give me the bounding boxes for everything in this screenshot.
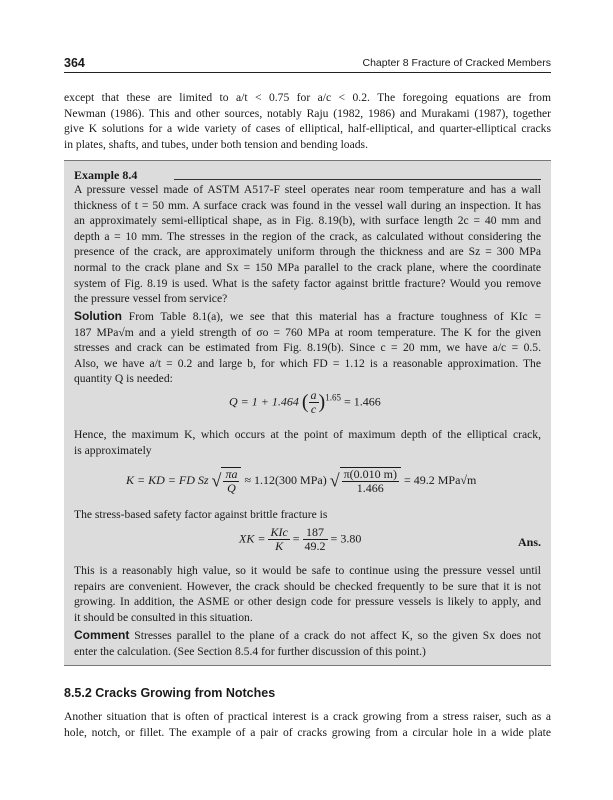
hence-line: Hence, the maximum K, which occurs at the point of maximum depth of the elliptical crack,: [74, 428, 541, 441]
section-heading: 8.5.2 Cracks Growing from Notches: [64, 686, 276, 700]
problem-line: depth a = 10 mm. The stresses in the region of the crack, as calculated without considering the: [74, 229, 541, 243]
conclusion-line: growing. In addition, the ASME or other design code for pressure vessels is likely to apply, and: [74, 595, 541, 609]
conclusion-paragraph: [74, 563, 541, 625]
solution-label: Solution: [74, 309, 122, 323]
example-title: Example 8.4: [74, 168, 138, 182]
equation-k: K = KD = FD Sz √ $\frac{\pi a}{Q}$ ≈ 1.12(300 MPa) √ $\frac{\pi(0.010 m)}{1.466}$ = 49.2 MPa√m: [126, 467, 477, 495]
hence-line: is approximately: [74, 443, 152, 457]
comment-paragraph: [74, 628, 541, 659]
problem-line: an approximately semi-elliptical shape, as in Fig. 8.19(b), with surface length 2c = 40 mm and: [74, 214, 541, 228]
section-line: Another situation that is often of practical interest is a crack growing from a stress raiser, such as a: [64, 710, 551, 723]
example-problem: [74, 182, 541, 307]
section-paragraph: [64, 709, 551, 740]
comment-line: enter the calculation. (See Section 8.5.4 for further discussion of this point.): [74, 644, 426, 658]
example-solution: [74, 309, 541, 387]
intro-line: Newman (1986). This and other sources, notably Raju (1982, 1986) and Murakami (1987), together: [64, 106, 551, 120]
intro-line: except that these are limited to a/t < 0.75 for a/c < 0.2. The foregoing equations are from: [64, 91, 551, 104]
intro-paragraph: [64, 90, 551, 152]
conclusion-line: repairs are convenient. However, the crack should be checked frequently to be sure that it is not: [74, 579, 541, 593]
comment-label: Comment: [74, 628, 130, 642]
solution-line: quantity Q is needed:: [74, 372, 173, 386]
page-number: 364: [64, 56, 85, 70]
running-header: [64, 56, 551, 73]
example-title-rule: [174, 179, 541, 180]
problem-line: system of Fig. 8.19 is used. What is the safety factor against brittle fracture? Would you remove: [74, 276, 541, 290]
chapter-title: Chapter 8 Fracture of Cracked Members: [362, 57, 551, 69]
example-box: [64, 160, 551, 666]
solution-line: stresses and crack can be estimated from Fig. 8.19(b). Since c = 20 mm, we have a/c = 0.5.: [74, 341, 541, 355]
intro-line: give K solutions for a wide variety of cases of elliptical, half-elliptical, and quarter-elliptical cracks: [64, 122, 551, 136]
problem-line: normal to the crack plane and Sx = 150 MPa parallel to the crack plane, where the coordinate: [74, 260, 541, 274]
equation-xk: XK = $\frac{\text{KIc}}{K}$ = $\frac{187}{49.2}$ = 3.80: [239, 525, 362, 553]
safety-factor-intro: The stress-based safety factor against brittle fracture is: [74, 508, 328, 521]
conclusion-line: This is a reasonably high value, so it would be safe to continue using the pressure vessel until: [74, 564, 541, 577]
conclusion-line: it should be consulted in this situation.: [74, 610, 253, 624]
problem-line: A pressure vessel made of ASTM A517-F steel operates near room temperature and has a wall: [74, 183, 541, 196]
hence-paragraph: [74, 427, 541, 458]
problem-line: presence of the crack, are approximately uniform through the thickness and are Sz = 300 MPa: [74, 245, 541, 259]
intro-line: in plates, shafts, and tubes, under both tension and bending loads.: [64, 137, 368, 151]
problem-line: thickness of t = 50 mm. A surface crack was found in the vessel wall during an inspection. It has: [74, 198, 541, 212]
comment-line: Stresses parallel to the plane of a crack do not affect K, so the given Sx does not: [134, 629, 542, 642]
answer-label: Ans.: [517, 535, 541, 549]
solution-line: From Table 8.1(a), we see that this material has a fracture toughness of KIc =: [128, 310, 541, 323]
solution-line: Also, we have a/t = 0.2 and large b, for which FD = 1.12 is a reasonable approximation. The: [74, 356, 541, 370]
problem-line: the pressure vessel from service?: [74, 292, 228, 306]
equation-q: Q = 1 + 1.464 ( $\frac{a}{c}$ )$^{1.65}$ = 1.466: [229, 388, 381, 416]
section-line: hole, notch, or fillet. The example of a pair of cracks growing from a circular hole in a wide plate: [64, 725, 551, 739]
solution-line: 187 MPa√m and a yield strength of σo = 760 MPa at room temperature. The K for the given: [74, 325, 541, 339]
